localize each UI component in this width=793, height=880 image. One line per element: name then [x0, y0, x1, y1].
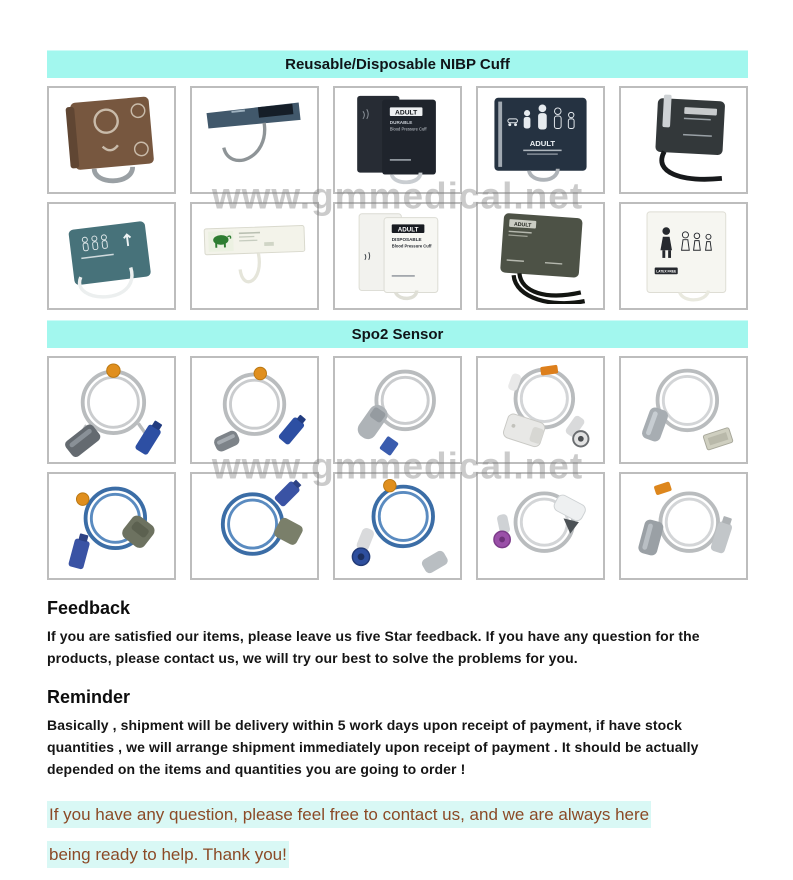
product-photo-navy-family-adult-cuff: [476, 86, 605, 194]
teal-flat-cuff-image: [196, 92, 313, 188]
product-photo-spo2-probe-round-connector: [476, 356, 605, 464]
adult-label-text: ADULT: [395, 109, 418, 117]
spo2-sensor-image: [625, 362, 742, 458]
product-photo-teal-arrow-cuff: [47, 202, 176, 310]
grey-cuff-image: [625, 92, 742, 188]
closing-note-line1-row: [47, 804, 748, 826]
spo2-sensor-image: [53, 362, 170, 458]
spo2-sensor-image: [482, 478, 599, 574]
spo2-sensor-image: [339, 478, 456, 574]
product-photo-white-veterinary-cuff: [190, 202, 319, 310]
product-photo-white-adult-disposable-cuff: [333, 202, 462, 310]
product-photo-spo2-adult-clip-blue: [47, 356, 176, 464]
reminder-heading: Reminder: [47, 687, 131, 708]
durable-label-text: DURABLE: [389, 120, 413, 126]
product-photo-spo2-blue-cable-soft-sensor: [47, 472, 176, 580]
cuff-label-text: Blood Pressure Cuff: [391, 243, 432, 249]
product-photo-spo2-pediatric-clip-blue: [190, 356, 319, 464]
spo2-sensor-image: [482, 362, 599, 458]
closing-note-line1: If you have any question, please feel free to contact us, and we are always here: [47, 801, 651, 828]
watermark-text: www.gmmedical.net: [211, 175, 584, 217]
product-photo-spo2-purple-connector: [476, 472, 605, 580]
spo2-sensor-image: [53, 478, 170, 574]
adult-label-text: ADULT: [529, 138, 556, 148]
product-photo-grey-single-tube-cuff: [619, 86, 748, 194]
spo2-product-grid: [47, 356, 748, 580]
product-photo-spo2-blue-cable-round-pin: [333, 472, 462, 580]
product-photo-olive-double-tube-cuff: [476, 202, 605, 310]
product-photo-spo2-probe-dsub-connector: [619, 356, 748, 464]
spo2-section-banner: Spo2 Sensor: [47, 320, 748, 348]
closing-note-line2-row: [47, 844, 748, 866]
product-photo-spo2-blue-cable-top-connector: [190, 472, 319, 580]
white-vet-cuff-image: [196, 208, 313, 304]
spo2-sensor-image: [625, 478, 742, 574]
feedback-text: If you are satisfied our items, please leave us five Star feedback. If you have any question for the products, please contact us, we will try our best to solve the problems for you.: [47, 628, 700, 666]
product-photo-spo2-grey-clip-grey-connector: [619, 472, 748, 580]
nibp-section-banner: Reusable/Disposable NIBP Cuff: [47, 50, 748, 78]
spo2-sensor-image: [339, 362, 456, 458]
cuff-label-text: Blood Pressure Cuff: [389, 126, 427, 132]
product-photo-brown-reusable-cuff: [47, 86, 176, 194]
product-photo-white-pediatric-cuff: [619, 202, 748, 310]
product-photo-teal-flat-cuff: [190, 86, 319, 194]
adult-label-text: ADULT: [513, 221, 532, 229]
teal-cuff-image: [53, 208, 170, 304]
white-adult-cuff-image: [339, 208, 456, 304]
olive-cuff-image: [482, 208, 599, 304]
disposable-label-text: DISPOSABLE: [391, 237, 422, 243]
product-photo-spo2-soft-probe-blue: [333, 356, 462, 464]
product-photo-black-adult-durable-cuff: [333, 86, 462, 194]
spo2-sensor-image: [196, 478, 313, 574]
brown-cuff-image: [53, 92, 170, 188]
closing-note-line2: being ready to help. Thank you!: [47, 841, 289, 868]
navy-family-cuff-image: [482, 92, 599, 188]
black-adult-cuff-image: [339, 92, 456, 188]
nibp-product-grid: [47, 86, 748, 310]
feedback-heading: Feedback: [47, 598, 131, 618]
latex-free-label-text: LATEX FREE: [656, 269, 677, 274]
reminder-text: Basically , shipment will be delivery within 5 work days upon receipt of payment, if have stock quantities , we will arrange shipment immediately upon receipt of payment . It should be actually depended on the items and quantities you are going to order !: [47, 717, 699, 777]
white-pediatric-cuff-image: [625, 208, 742, 304]
spo2-sensor-image: [196, 362, 313, 458]
adult-label-text: ADULT: [397, 226, 419, 234]
watermark-text: www.gmmedical.net: [211, 445, 584, 487]
